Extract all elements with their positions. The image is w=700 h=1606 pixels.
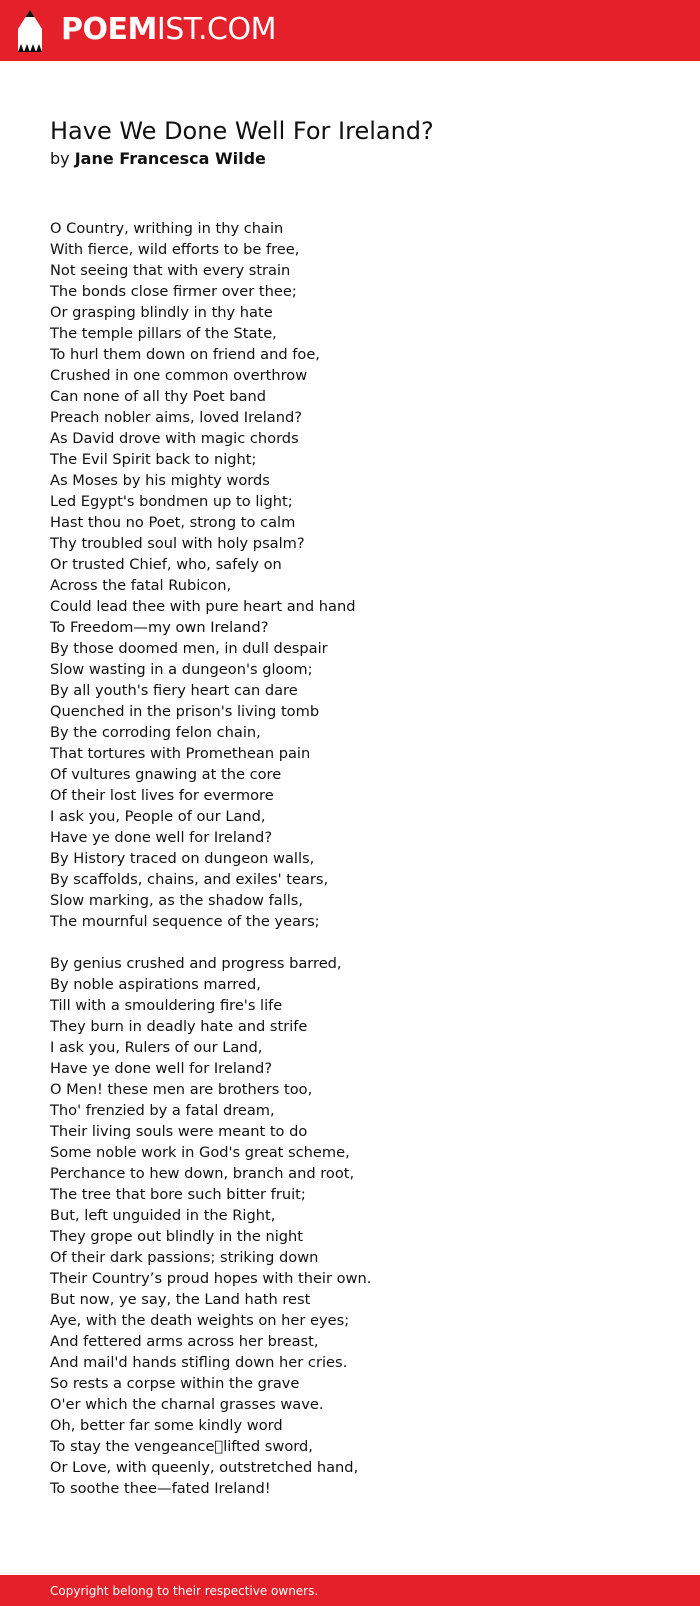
poem-line: Aye, with the death weights on her eyes; [50,1312,350,1329]
poem-line: The temple pillars of the State, [50,325,277,342]
poem-line: The mournful sequence of the years; [50,913,320,930]
poem-line: Tho' frenzied by a fatal dream, [50,1102,275,1119]
stanza [50,218,650,932]
poem-line: But, left unguided in the Right, [50,1207,276,1224]
poem-line: Or grasping blindly in thy hate [50,304,273,321]
poem-line: To soothe thee—fated Ireland! [50,1480,271,1497]
poem-line: Oh, better far some kindly word [50,1417,283,1434]
poem-line: Some noble work in God's great scheme, [50,1144,350,1161]
poem-line: To Freedom—my own Ireland? [50,619,269,636]
poem-line: Not seeing that with every strain [50,262,291,279]
poem-line: Quenched in the prison's living tomb [50,703,320,720]
poem-line: To stay the vengeance􏰀lifted sword, [50,1438,313,1455]
poem-line: By noble aspirations marred, [50,976,261,993]
poem-line: Till with a smouldering fire's life [50,997,283,1014]
poem-line: Their Country’s proud hopes with their own. [50,1270,372,1287]
poem-line: Can none of all thy Poet band [50,388,266,405]
copyright-notice: Copyright belong to their respective owners. [50,1584,319,1598]
poem-line: Crushed in one common overthrow [50,367,308,384]
poem-body [50,218,650,1499]
poem-line: As David drove with magic chords [50,430,299,447]
poem-line: The tree that bore such bitter fruit; [50,1186,306,1203]
poem-line: So rests a corpse within the grave [50,1375,300,1392]
author-name[interactable]: Jane Francesca Wilde [74,149,266,168]
poem-line: They burn in deadly hate and strife [50,1018,308,1035]
poem-line: By the corroding felon chain, [50,724,261,741]
poem-line: O Men! these men are brothers too, [50,1081,313,1098]
poem-line: Slow marking, as the shadow falls, [50,892,304,909]
poem-line: By scaffolds, chains, and exiles' tears, [50,871,329,888]
poem-line: Led Egypt's bondmen up to light; [50,493,293,510]
site-logo[interactable] [61,13,276,47]
poem-line: By genius crushed and progress barred, [50,955,342,972]
poem-line: To hurl them down on friend and foe, [50,346,320,363]
poem-line: By all youth's fiery heart can dare [50,682,298,699]
poem-line: Or trusted Chief, who, safely on [50,556,282,573]
poem-line: The Evil Spirit back to night; [50,451,257,468]
poem-line: But now, ye say, the Land hath rest [50,1291,311,1308]
poem-line: Perchance to hew down, branch and root, [50,1165,355,1182]
byline [50,148,266,170]
poem-line: Slow wasting in a dungeon's gloom; [50,661,313,678]
byline-prefix: by [50,149,75,168]
poem-line: Of their dark passions; striking down [50,1249,319,1266]
poem-line: Across the fatal Rubicon, [50,577,232,594]
poem-line: With fierce, wild efforts to be free, [50,241,300,258]
pencil-tip-icon[interactable] [18,10,42,52]
poem-line: Have ye done well for Ireland? [50,1060,273,1077]
logo-text-light: IST.COM [156,12,276,47]
poem-line: Have ye done well for Ireland? [50,829,273,846]
poem-line: And fettered arms across her breast, [50,1333,319,1350]
site-header [0,0,700,61]
poem-line: O Country, writhing in thy chain [50,220,284,237]
poem-line: Of vultures gnawing at the core [50,766,282,783]
poem-line: I ask you, People of our Land, [50,808,266,825]
poem-line: By History traced on dungeon walls, [50,850,315,867]
poem-line: Of their lost lives for evermore [50,787,274,804]
poem-line: Hast thou no Poet, strong to calm [50,514,296,531]
poem-line: Or Love, with queenly, outstretched hand, [50,1459,359,1476]
poem-line: That tortures with Promethean pain [50,745,311,762]
poem-line: I ask you, Rulers of our Land, [50,1039,263,1056]
poem-line: The bonds close firmer over thee; [50,283,297,300]
poem-line: Could lead thee with pure heart and hand [50,598,356,615]
poem-line: Thy troubled soul with holy psalm? [50,535,305,552]
poem-line: As Moses by his mighty words [50,472,270,489]
poem-line: Preach nobler aims, loved Ireland? [50,409,302,426]
poem-line: By those doomed men, in dull despair [50,640,328,657]
poem-line: Their living souls were meant to do [50,1123,308,1140]
poem-line: O'er which the charnal grasses wave. [50,1396,324,1413]
stanza [50,953,650,1499]
logo-text-bold: POEM [61,12,157,47]
poem-line: And mail'd hands stifling down her cries. [50,1354,348,1371]
poem-title: Have We Done Well For Ireland? [50,117,434,145]
site-footer [0,1575,700,1606]
poem-line: They grope out blindly in the night [50,1228,303,1245]
